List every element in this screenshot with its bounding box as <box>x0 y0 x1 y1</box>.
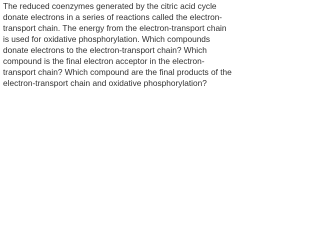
question-card <box>0 0 235 88</box>
question-text: The reduced coenzymes generated by the citric acid cycle donate electrons in a series of reactions called the electron-transport chain. The energy from the electron-transport chain is used for oxidative phosphorylation. Which compounds donate electrons to the electron-transport chain? Which compound is the final electron acceptor in the electron-transport chain? Which compound are the final products of the electron-transport chain and oxidative phosphorylation? <box>3 1 232 88</box>
